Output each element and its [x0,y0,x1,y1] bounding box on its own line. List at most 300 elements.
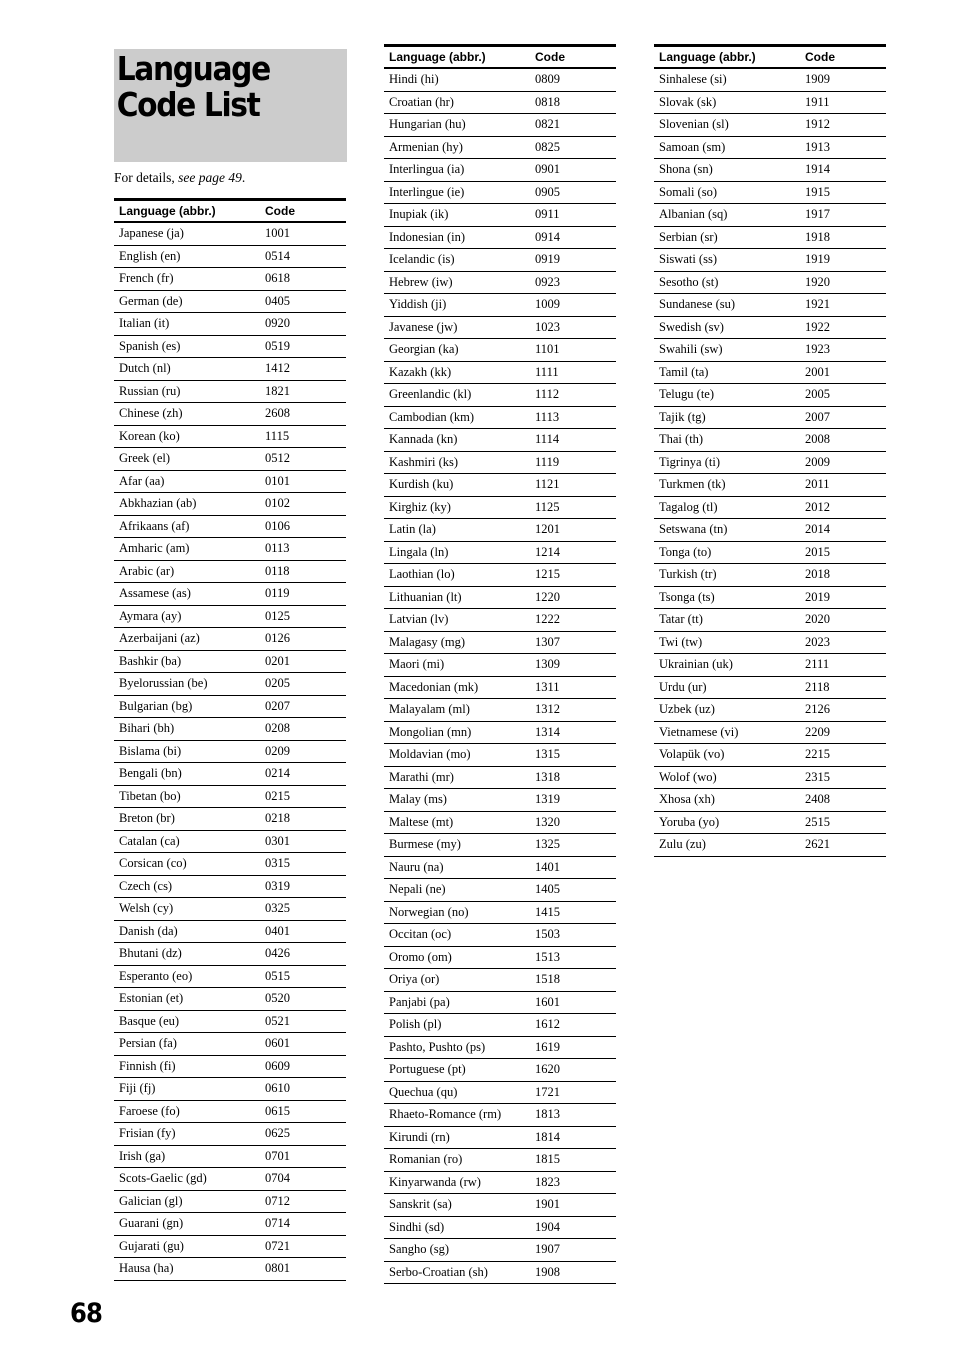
language-cell: Bengali (bn) [114,763,260,786]
language-cell: Icelandic (is) [384,249,530,272]
code-cell: 2018 [800,564,886,587]
code-cell: 0208 [260,718,346,741]
language-cell: Estonian (et) [114,988,260,1011]
language-cell: Ukrainian (uk) [654,654,800,677]
code-cell: 0609 [260,1055,346,1078]
code-cell: 0618 [260,268,346,291]
table-row [384,676,616,699]
code-cell: 2019 [800,586,886,609]
code-cell: 0325 [260,898,346,921]
table-row [114,1145,346,1168]
table-row [654,429,886,452]
code-cell: 1115 [260,425,346,448]
code-cell: 1518 [530,969,616,992]
code-cell: 1405 [530,879,616,902]
language-cell: Interlingue (ie) [384,181,530,204]
code-cell: 0301 [260,830,346,853]
language-cell: Mongolian (mn) [384,721,530,744]
code-cell: 0919 [530,249,616,272]
details-note [114,170,245,186]
language-cell: Wolof (wo) [654,766,800,789]
language-cell: Swedish (sv) [654,316,800,339]
table-row [384,834,616,857]
code-cell: 0209 [260,740,346,763]
code-cell: 1620 [530,1059,616,1082]
code-cell: 0809 [530,68,616,91]
code-cell: 0119 [260,583,346,606]
code-cell: 0704 [260,1168,346,1191]
table-row [384,1036,616,1059]
language-cell: Yiddish (ji) [384,294,530,317]
table-row [114,943,346,966]
table-row [384,181,616,204]
language-cell: Polish (pl) [384,1014,530,1037]
code-cell: 1513 [530,946,616,969]
code-cell: 1601 [530,991,616,1014]
details-link[interactable]: see page 49 [178,170,242,185]
table-row [114,763,346,786]
language-cell: Sesotho (st) [654,271,800,294]
table-header-row [114,200,346,223]
table-row [654,699,886,722]
table-row [384,699,616,722]
code-cell: 1121 [530,474,616,497]
language-table-column-2 [384,44,616,1284]
code-cell: 2011 [800,474,886,497]
language-cell: Moldavian (mo) [384,744,530,767]
table-row [114,1010,346,1033]
table-row [384,991,616,1014]
code-cell: 0126 [260,628,346,651]
table-row [384,429,616,452]
table-row [384,789,616,812]
language-cell: Maltese (mt) [384,811,530,834]
language-cell: German (de) [114,290,260,313]
code-cell: 1318 [530,766,616,789]
table-row [384,631,616,654]
code-cell: 0920 [260,313,346,336]
table-row [384,564,616,587]
language-cell: Laothian (lo) [384,564,530,587]
language-cell: Esperanto (eo) [114,965,260,988]
table-row [114,560,346,583]
table-body [384,68,616,1284]
language-cell: Thai (th) [654,429,800,452]
table-row [654,631,886,654]
code-cell: 1215 [530,564,616,587]
code-cell: 2126 [800,699,886,722]
header-code: Code [260,200,346,223]
language-cell: Breton (br) [114,808,260,831]
table-row [384,1216,616,1239]
page-title: Language Code List [116,49,270,124]
table-row [114,1100,346,1123]
table-row [114,245,346,268]
table-row [384,361,616,384]
code-cell: 0714 [260,1213,346,1236]
language-cell: Tatar (tt) [654,609,800,632]
table-row [114,1235,346,1258]
table-row [114,538,346,561]
table-row [654,91,886,114]
table-row [114,470,346,493]
table-row [114,1168,346,1191]
table-row [654,451,886,474]
table-row [654,136,886,159]
table-row [384,1014,616,1037]
language-cell: Catalan (ca) [114,830,260,853]
language-cell: Tajik (tg) [654,406,800,429]
table-row [114,808,346,831]
code-cell: 1023 [530,316,616,339]
code-cell: 0125 [260,605,346,628]
code-cell: 0825 [530,136,616,159]
language-cell: Croatian (hr) [384,91,530,114]
language-cell: Scots-Gaelic (gd) [114,1168,260,1191]
header-code: Code [530,46,616,69]
language-cell: Siswati (ss) [654,249,800,272]
language-cell: Albanian (sq) [654,204,800,227]
table-row [654,361,886,384]
table-row [384,856,616,879]
code-cell: 1111 [530,361,616,384]
table-row [654,744,886,767]
table-row [384,271,616,294]
language-cell: Italian (it) [114,313,260,336]
code-cell: 1915 [800,181,886,204]
code-cell: 2621 [800,834,886,857]
language-cell: Kazakh (kk) [384,361,530,384]
language-cell: Turkish (tr) [654,564,800,587]
code-cell: 0923 [530,271,616,294]
language-cell: Romanian (ro) [384,1149,530,1172]
language-cell: Czech (cs) [114,875,260,898]
language-cell: Tsonga (ts) [654,586,800,609]
code-cell: 1922 [800,316,886,339]
language-cell: Russian (ru) [114,380,260,403]
code-cell: 0615 [260,1100,346,1123]
code-cell: 0512 [260,448,346,471]
code-cell: 1901 [530,1194,616,1217]
code-cell: 0113 [260,538,346,561]
table-row [384,766,616,789]
code-cell: 1312 [530,699,616,722]
code-cell: 1009 [530,294,616,317]
code-cell: 1201 [530,519,616,542]
table-row [384,924,616,947]
language-cell: English (en) [114,245,260,268]
header-language: Language (abbr.) [654,46,800,69]
language-cell: Hausa (ha) [114,1258,260,1281]
table-body [654,68,886,856]
language-cell: Guarani (gn) [114,1213,260,1236]
code-cell: 1412 [260,358,346,381]
table-row [114,403,346,426]
table-row [114,1033,346,1056]
table-row [114,380,346,403]
language-cell: Marathi (mr) [384,766,530,789]
language-cell: Amharic (am) [114,538,260,561]
language-cell: Irish (ga) [114,1145,260,1168]
table-row [384,339,616,362]
language-cell: Japanese (ja) [114,222,260,245]
code-cell: 0207 [260,695,346,718]
code-cell: 2014 [800,519,886,542]
table-row [654,496,886,519]
table-row [384,1059,616,1082]
language-cell: Oromo (om) [384,946,530,969]
table-row [384,159,616,182]
language-table-column-1 [114,198,346,1281]
table-row [654,474,886,497]
code-cell: 2012 [800,496,886,519]
table-row [114,335,346,358]
code-cell: 0821 [530,114,616,137]
table-row [384,68,616,91]
language-cell: Nauru (na) [384,856,530,879]
table-row [114,583,346,606]
table-row [384,744,616,767]
table-row [114,268,346,291]
code-cell: 1921 [800,294,886,317]
language-cell: Cambodian (km) [384,406,530,429]
table-row [384,1194,616,1217]
language-cell: Kashmiri (ks) [384,451,530,474]
code-cell: 1214 [530,541,616,564]
language-cell: Georgian (ka) [384,339,530,362]
code-cell: 1113 [530,406,616,429]
table-row [114,1078,346,1101]
details-suffix: . [241,170,246,185]
code-cell: 0911 [530,204,616,227]
table-row [384,384,616,407]
code-cell: 1919 [800,249,886,272]
table-row [384,204,616,227]
code-cell: 1125 [530,496,616,519]
table-row [654,68,886,91]
table-row [654,316,886,339]
language-cell: Panjabi (pa) [384,991,530,1014]
code-cell: 2608 [260,403,346,426]
code-cell: 1319 [530,789,616,812]
code-cell: 1401 [530,856,616,879]
code-cell: 0519 [260,335,346,358]
code-cell: 1222 [530,609,616,632]
table-row [384,249,616,272]
table-row [114,695,346,718]
table-row [654,271,886,294]
code-cell: 0201 [260,650,346,673]
code-cell: 2111 [800,654,886,677]
language-cell: Greek (el) [114,448,260,471]
language-cell: Hindi (hi) [384,68,530,91]
code-cell: 2215 [800,744,886,767]
code-cell: 1325 [530,834,616,857]
language-cell: Welsh (cy) [114,898,260,921]
language-cell: Slovak (sk) [654,91,800,114]
code-cell: 2515 [800,811,886,834]
table-row [384,1104,616,1127]
code-cell: 1101 [530,339,616,362]
code-cell: 1220 [530,586,616,609]
language-cell: Bashkir (ba) [114,650,260,673]
language-cell: Twi (tw) [654,631,800,654]
language-cell: Somali (so) [654,181,800,204]
code-cell: 1114 [530,429,616,452]
language-cell: Tibetan (bo) [114,785,260,808]
table-row [114,830,346,853]
code-cell: 0712 [260,1190,346,1213]
code-cell: 0515 [260,965,346,988]
language-cell: Latin (la) [384,519,530,542]
title-box [114,49,347,162]
code-cell: 0901 [530,159,616,182]
page-number: 68 [70,1298,103,1329]
table-row [114,1123,346,1146]
language-cell: Greenlandic (kl) [384,384,530,407]
language-cell: Malagasy (mg) [384,631,530,654]
language-cell: Burmese (my) [384,834,530,857]
table-row [114,425,346,448]
language-cell: Hungarian (hu) [384,114,530,137]
code-cell: 1821 [260,380,346,403]
table-row [114,1055,346,1078]
language-cell: Faroese (fo) [114,1100,260,1123]
language-cell: Rhaeto-Romance (rm) [384,1104,530,1127]
table-header-row [654,46,886,69]
language-cell: Telugu (te) [654,384,800,407]
language-cell: Yoruba (yo) [654,811,800,834]
code-cell: 0610 [260,1078,346,1101]
code-cell: 1112 [530,384,616,407]
language-cell: Sanskrit (sa) [384,1194,530,1217]
code-cell: 2007 [800,406,886,429]
language-cell: Swahili (sw) [654,339,800,362]
code-cell: 1814 [530,1126,616,1149]
language-cell: Urdu (ur) [654,676,800,699]
table-row [654,654,886,677]
table-row [654,226,886,249]
table-row [384,586,616,609]
code-cell: 1923 [800,339,886,362]
language-cell: Uzbek (uz) [654,699,800,722]
language-cell: Chinese (zh) [114,403,260,426]
language-cell: Aymara (ay) [114,605,260,628]
language-cell: Malayalam (ml) [384,699,530,722]
table-row [384,474,616,497]
table-row [654,159,886,182]
language-cell: Kurdish (ku) [384,474,530,497]
code-cell: 0914 [530,226,616,249]
language-cell: Setswana (tn) [654,519,800,542]
table-row [654,519,886,542]
language-cell: Finnish (fi) [114,1055,260,1078]
language-cell: Afar (aa) [114,470,260,493]
table-row [654,204,886,227]
language-cell: Byelorussian (be) [114,673,260,696]
table-row [114,358,346,381]
table-row [114,920,346,943]
code-cell: 1823 [530,1171,616,1194]
code-cell: 1612 [530,1014,616,1037]
language-cell: Shona (sn) [654,159,800,182]
details-prefix: For details, [114,170,179,185]
code-cell: 2001 [800,361,886,384]
language-cell: Portuguese (pt) [384,1059,530,1082]
language-cell: Serbo-Croatian (sh) [384,1261,530,1284]
code-cell: 1912 [800,114,886,137]
code-cell: 0801 [260,1258,346,1281]
language-cell: Korean (ko) [114,425,260,448]
table-row [384,811,616,834]
code-cell: 1311 [530,676,616,699]
table-row [384,496,616,519]
code-cell: 1909 [800,68,886,91]
table-row [384,1261,616,1284]
code-cell: 1920 [800,271,886,294]
table-row [654,586,886,609]
table-row [384,294,616,317]
table-row [654,249,886,272]
table-row [654,609,886,632]
table-row [114,740,346,763]
code-cell: 1320 [530,811,616,834]
table-body [114,222,346,1280]
table-row [114,605,346,628]
table-row [114,448,346,471]
table-row [384,226,616,249]
code-cell: 2408 [800,789,886,812]
code-cell: 1914 [800,159,886,182]
code-cell: 1917 [800,204,886,227]
table-row [654,294,886,317]
code-cell: 1908 [530,1261,616,1284]
language-cell: Assamese (as) [114,583,260,606]
code-cell: 0721 [260,1235,346,1258]
code-cell: 1307 [530,631,616,654]
table-row [384,609,616,632]
table-row [384,1081,616,1104]
table-row [384,451,616,474]
language-cell: Tonga (to) [654,541,800,564]
table-row [654,564,886,587]
language-cell: Turkmen (tk) [654,474,800,497]
table-row [654,811,886,834]
code-cell: 0215 [260,785,346,808]
language-table-column-3 [654,44,886,857]
code-cell: 2209 [800,721,886,744]
table-row [384,1171,616,1194]
language-cell: Lingala (ln) [384,541,530,564]
table-row [654,384,886,407]
code-cell: 0405 [260,290,346,313]
table-row [384,879,616,902]
language-cell: Kannada (kn) [384,429,530,452]
language-code-table [384,44,616,1284]
table-row [114,965,346,988]
language-cell: Latvian (lv) [384,609,530,632]
code-cell: 2315 [800,766,886,789]
table-row [114,290,346,313]
language-cell: Quechua (qu) [384,1081,530,1104]
table-row [384,721,616,744]
code-cell: 0319 [260,875,346,898]
language-cell: Interlingua (ia) [384,159,530,182]
code-cell: 1721 [530,1081,616,1104]
language-cell: Tagalog (tl) [654,496,800,519]
language-cell: Oriya (or) [384,969,530,992]
language-cell: Tamil (ta) [654,361,800,384]
